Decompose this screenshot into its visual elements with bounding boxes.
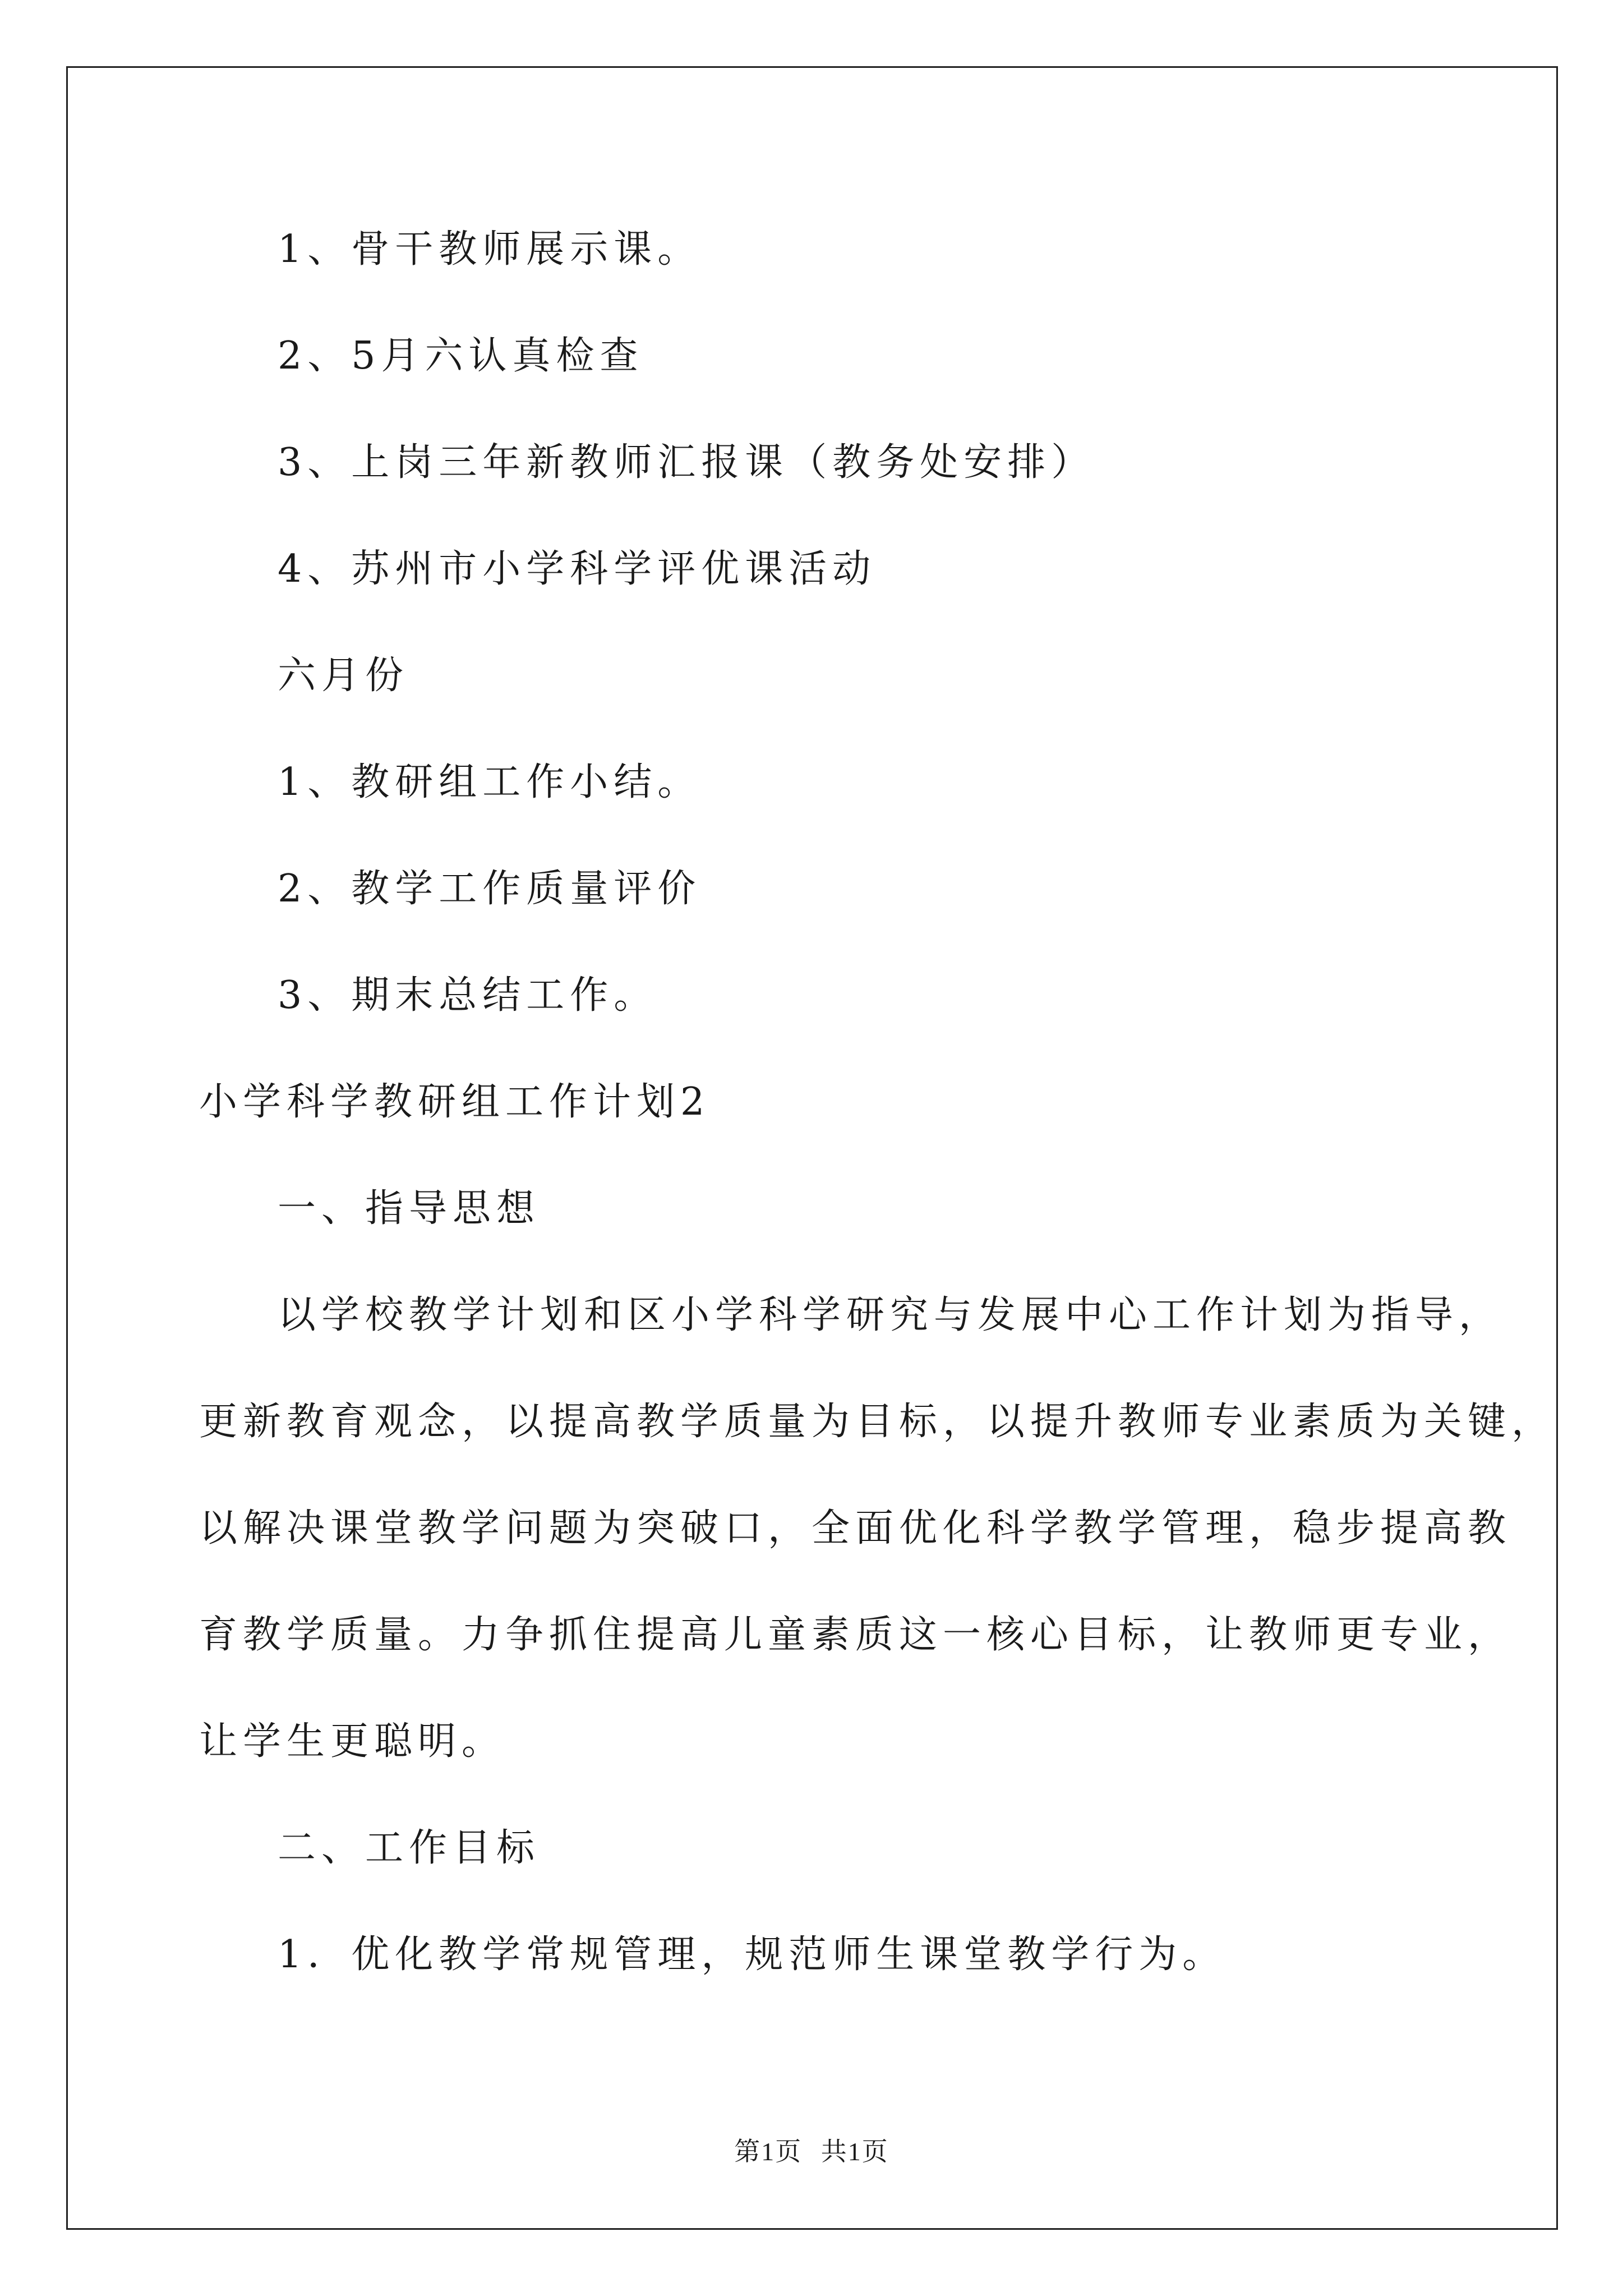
paragraph-line: 1、骨干教师展示课。 [278,227,702,272]
section-heading: 一、指导思想 [278,1186,541,1231]
document-title: 小学科学教研组工作计划2 [199,1080,711,1124]
page-border [66,66,1558,2230]
paragraph-line: 2、教学工作质量评价 [278,867,702,911]
paragraph-line: 3、期末总结工作。 [278,973,658,1018]
paragraph-line: 让学生更聪明。 [199,1719,506,1764]
paragraph-line: 1、教研组工作小结。 [278,760,702,804]
page-total: 共1页 [820,2137,889,2166]
paragraph-line: 以学校教学计划和区小学科学研究与发展中心工作计划为指导， [278,1293,1503,1337]
section-heading: 二、工作目标 [278,1826,541,1870]
paragraph-line: 育教学质量。力争抓住提高儿童素质这一核心目标，让教师更专业， [199,1613,1512,1657]
paragraph-line: 1．优化教学常规管理，规范师生课堂教学行为。 [278,1932,1227,1977]
paragraph-line: 2、5月六认真检查 [278,334,644,378]
page-footer [0,2135,1623,2169]
paragraph-line: 更新教育观念，以提高教学质量为目标，以提升教师专业素质为关键， [199,1400,1556,1444]
paragraph-line: 以解决课堂教学问题为突破口，全面优化科学教学管理，稳步提高教 [199,1506,1512,1550]
section-heading: 六月份 [278,654,409,698]
paragraph-line: 4、苏州市小学科学评优课活动 [278,547,877,591]
page-number: 第1页 [734,2137,803,2166]
paragraph-line: 3、上岗三年新教师汇报课（教务处安排） [278,440,1095,485]
